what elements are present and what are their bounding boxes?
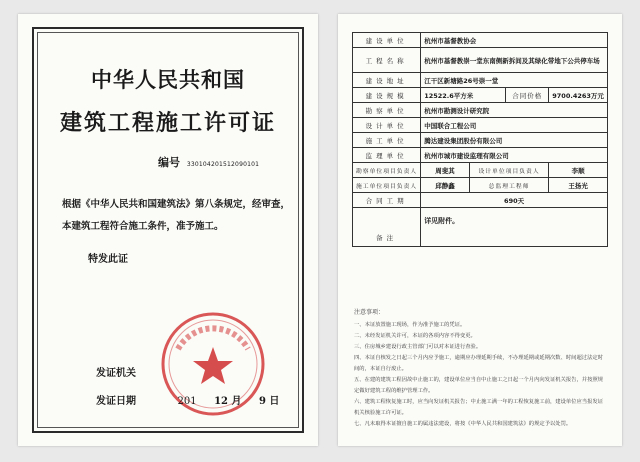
table-row bbox=[353, 208, 608, 247]
note-item: 四、本证自核发之日起三个月内应予施工，逾期应办理延期手续，不办理延期或延期次数、时间超过法定时间的，本证自行废止。 bbox=[354, 355, 603, 372]
survey-unit-label: 勘察单位 bbox=[353, 103, 421, 118]
certificate-back-page bbox=[338, 14, 622, 446]
notes-section bbox=[354, 307, 608, 430]
design-unit-label: 设计单位 bbox=[353, 118, 421, 133]
table-row bbox=[353, 103, 608, 118]
builder-value: 杭州市基督教协会 bbox=[421, 33, 608, 48]
table-row bbox=[353, 148, 608, 163]
issuing-authority-label: 发证机关 bbox=[96, 368, 136, 379]
note-item: 一、本证放置施工现场，作为准予施工的凭证。 bbox=[354, 322, 466, 328]
body-line-1: 根据《中华人民共和国建筑法》第八条规定，经审查， bbox=[62, 199, 291, 210]
chief-supervisor-label: 总监理工程师 bbox=[469, 178, 548, 193]
survey-unit-value: 杭州市勘测设计研究院 bbox=[421, 103, 608, 118]
note-item: 二、未经发证机关许可，本证的各项内容不得变更。 bbox=[354, 333, 476, 339]
table-row bbox=[353, 133, 608, 148]
country-heading: 中华人民共和国 bbox=[91, 67, 245, 92]
contract-period-value: 690天 bbox=[421, 193, 608, 208]
design-unit-value: 中国联合工程公司 bbox=[421, 118, 608, 133]
design-lead-value: 李顺 bbox=[549, 163, 608, 178]
scale-label: 建设规模 bbox=[353, 88, 421, 103]
issue-date-label: 发证日期 bbox=[96, 396, 136, 407]
remarks-label: 备注 bbox=[353, 208, 421, 247]
construction-lead-label: 施工单位项目负责人 bbox=[353, 178, 421, 193]
table-row bbox=[353, 118, 608, 133]
supervision-unit-label: 监理单位 bbox=[353, 148, 421, 163]
notes-title: 注意事项： bbox=[354, 309, 385, 316]
note-item: 七、凡未取得本证擅自施工的属违法建设，将按《中华人民共和国建筑法》的规定予以处罚。 bbox=[354, 421, 572, 427]
body-line-2: 本建筑工程符合施工条件，准予施工。 bbox=[62, 221, 224, 232]
contract-price-label: 合同价格 bbox=[506, 88, 549, 103]
location-label: 建设地址 bbox=[353, 73, 421, 88]
number-label: 编号 bbox=[158, 156, 180, 169]
contract-price-value: 9700.4263万元 bbox=[549, 88, 608, 103]
table-row bbox=[353, 33, 608, 48]
issue-date bbox=[96, 392, 279, 407]
certificate-number bbox=[158, 154, 259, 170]
survey-lead-label: 勘察单位项目负责人 bbox=[353, 163, 421, 178]
construction-lead-value: 邱静鑫 bbox=[421, 178, 470, 193]
chief-supervisor-value: 王扬光 bbox=[549, 178, 608, 193]
certificate-front-page bbox=[18, 14, 318, 446]
project-name-value: 杭州市基督教崇一堂东南侧新拆间及其绿化带地下公共停车场 bbox=[421, 48, 608, 73]
survey-lead-value: 周斐其 bbox=[421, 163, 470, 178]
project-name-label: 工程名称 bbox=[353, 48, 421, 73]
project-info-table bbox=[352, 32, 608, 247]
table-row bbox=[353, 48, 608, 73]
day-char: 日 bbox=[269, 396, 280, 407]
table-row bbox=[353, 73, 608, 88]
note-item: 五、在建的建筑工程因故中止施工的，建设单位应当自中止施工之日起一个月内向发证机关报告，并按照规定做好建筑工程的维护管理工作。 bbox=[354, 377, 603, 394]
note-item: 六、建筑工程恢复施工时，应当向发证机关报告；中止施工满一年的工程恢复施工前，建设单位应当报发证机关核验施工许可证。 bbox=[354, 399, 603, 416]
table-row bbox=[353, 163, 608, 178]
contract-period-label: 合同工期 bbox=[353, 193, 421, 208]
remarks-value: 详见附件。 bbox=[421, 208, 608, 247]
table-row bbox=[353, 88, 608, 103]
supervision-unit-value: 杭州市城市建设监理有限公司 bbox=[421, 148, 608, 163]
construction-unit-label: 施工单位 bbox=[353, 133, 421, 148]
scale-value: 12522.6平方米 bbox=[421, 88, 506, 103]
month-char: 月 bbox=[231, 396, 242, 407]
table-row bbox=[353, 193, 608, 208]
table-row bbox=[353, 178, 608, 193]
special-issuance-text: 特发此证 bbox=[88, 254, 128, 265]
design-lead-label: 设计单位项目负责人 bbox=[469, 163, 548, 178]
number-value: 330104201512090101 bbox=[186, 161, 260, 168]
note-item: 三、住房城乡建设行政主管部门可以对本证进行查验。 bbox=[354, 344, 482, 350]
construction-unit-value: 腾达建设集团股份有限公司 bbox=[421, 133, 608, 148]
certificate-body bbox=[62, 194, 292, 238]
issue-date-day: 9 bbox=[258, 396, 266, 407]
issue-date-year: 201 bbox=[177, 396, 197, 407]
certificate-title: 建筑工程施工许可证 bbox=[59, 110, 276, 136]
location-value: 江干区新塘路26号崇一堂 bbox=[421, 73, 608, 88]
builder-label: 建设单位 bbox=[353, 33, 421, 48]
issue-date-month: 12 bbox=[214, 396, 228, 407]
